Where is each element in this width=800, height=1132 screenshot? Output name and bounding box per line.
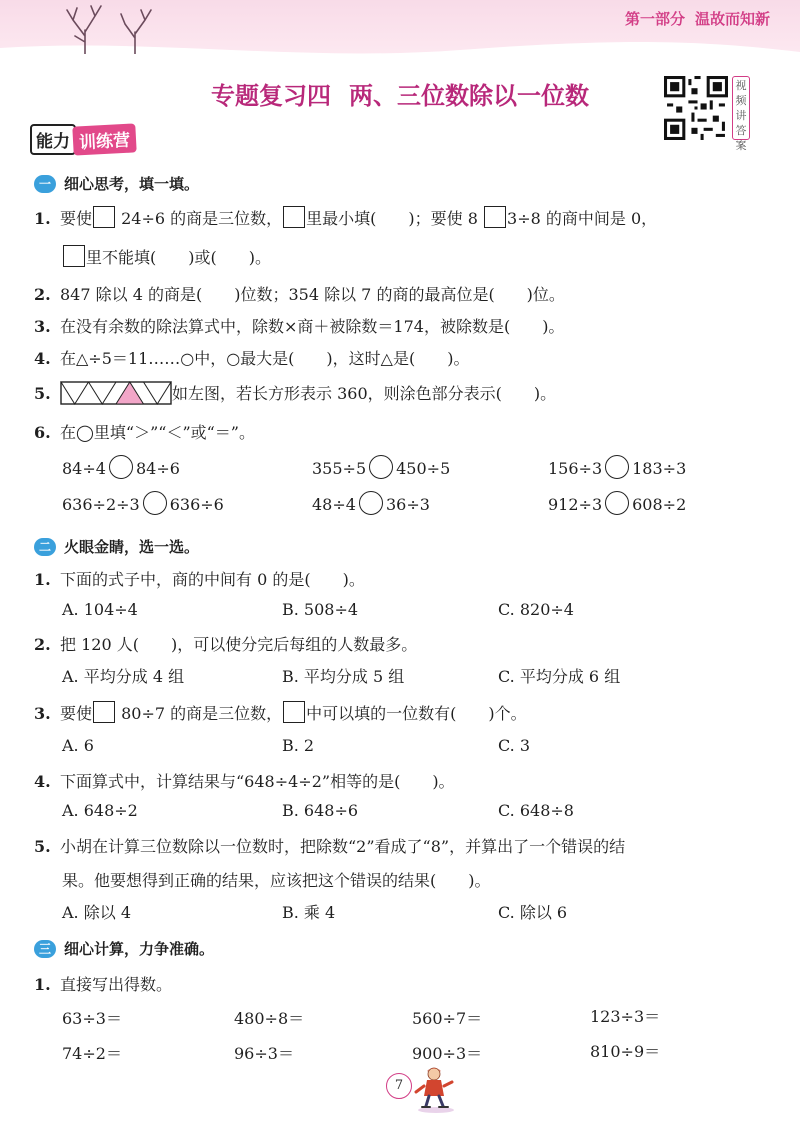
s1-q5-text: 如左图，若长方形表示 360，则涂色部分表示( )。 xyxy=(172,384,557,403)
section2-number: 二 xyxy=(34,538,56,556)
calc-item[interactable]: 96÷3＝ xyxy=(234,1044,294,1063)
winter-tree-icon xyxy=(55,2,165,54)
calc-item[interactable]: 123÷3＝ xyxy=(590,1007,661,1026)
compare-circle[interactable] xyxy=(605,491,629,515)
answer-box[interactable] xyxy=(93,701,115,723)
s1-q1-c: 里最小填( )；要使 8 xyxy=(306,209,478,228)
option-b[interactable]: B. 648÷6 xyxy=(282,801,359,820)
compare-left: 156÷3 xyxy=(548,459,603,478)
s2-q4 xyxy=(34,769,455,792)
section3-number: 三 xyxy=(34,940,56,958)
section1-title: 细心思考，填一填。 xyxy=(64,175,200,193)
answer-box[interactable] xyxy=(484,206,506,228)
s1-q2 xyxy=(34,282,565,305)
badge-right: 训练营 xyxy=(72,123,136,155)
option-c[interactable]: C. 820÷4 xyxy=(498,600,574,619)
compare-right: 36÷3 xyxy=(385,495,430,514)
badge-left: 能力 xyxy=(30,124,76,155)
compare-item xyxy=(548,455,686,479)
s2-q2-text: 把 120 人( )，可以使分完后每组的人数最多。 xyxy=(60,635,418,654)
s1-q3 xyxy=(34,314,564,337)
compare-circle[interactable] xyxy=(605,455,629,479)
option-b[interactable]: B. 乘 4 xyxy=(282,903,336,922)
compare-left: 636÷2÷3 xyxy=(62,495,140,514)
section2-title: 火眼金睛，选一选。 xyxy=(64,538,200,556)
compare-circle[interactable] xyxy=(143,491,167,515)
option-c[interactable]: C. 除以 6 xyxy=(498,903,568,922)
compare-left: 48÷4 xyxy=(312,495,356,514)
section2-heading xyxy=(34,536,199,557)
ability-training-badge xyxy=(30,124,136,154)
option-b[interactable]: B. 平均分成 5 组 xyxy=(282,667,405,686)
s2-q5-number: 5. xyxy=(34,837,51,856)
s3-q1 xyxy=(34,972,172,995)
section1-heading xyxy=(34,173,199,194)
s1-q5-number: 5. xyxy=(34,384,51,403)
s3-q1-text: 直接写出得数。 xyxy=(60,975,173,994)
compare-right: 84÷6 xyxy=(135,459,180,478)
compare-right: 636÷6 xyxy=(169,495,224,514)
compare-item xyxy=(548,491,686,515)
option-b[interactable]: B. 2 xyxy=(282,736,315,755)
title-topic: 两、三位数除以一位数 xyxy=(349,82,589,110)
s1-q3-text: 在没有余数的除法算式中，除数×商＋被除数＝174，被除数是( )。 xyxy=(60,317,565,336)
qr-label: 视频讲答案 xyxy=(732,76,750,140)
page-number: 7 xyxy=(386,1073,412,1099)
s2-q1-text: 下面的式子中，商的中间有 0 的是( )。 xyxy=(60,570,365,589)
answer-box[interactable] xyxy=(63,245,85,267)
compare-circle[interactable] xyxy=(369,455,393,479)
option-a[interactable]: A. 除以 4 xyxy=(62,903,131,922)
compare-item xyxy=(312,491,430,515)
s2-q3-post: 中可以填的一位数有( )个。 xyxy=(306,704,527,723)
s1-q4 xyxy=(34,346,469,369)
s1-q6-number: 6. xyxy=(34,423,51,442)
option-a[interactable]: A. 104÷4 xyxy=(62,600,138,619)
s2-q4-number: 4. xyxy=(34,772,51,791)
answer-box[interactable] xyxy=(283,206,305,228)
qr-code-icon[interactable] xyxy=(664,76,728,140)
s2-q3 xyxy=(34,701,527,724)
option-c[interactable]: C. 648÷8 xyxy=(498,801,574,820)
s1-q6 xyxy=(34,420,255,443)
option-a[interactable]: A. 648÷2 xyxy=(62,801,138,820)
s1-q5 xyxy=(34,381,556,405)
s1-q1-b: 24÷6 的商是三位数， xyxy=(121,209,283,228)
option-a[interactable]: A. 平均分成 4 组 xyxy=(62,667,185,686)
s1-q4-number: 4. xyxy=(34,349,51,368)
s1-q1-line2 xyxy=(62,245,271,268)
compare-item xyxy=(312,455,450,479)
section1-number: 一 xyxy=(34,175,56,193)
compare-left: 912÷3 xyxy=(548,495,603,514)
compare-item xyxy=(62,455,180,479)
answer-box[interactable] xyxy=(93,206,115,228)
section3-title: 细心计算，力争准确。 xyxy=(64,940,215,958)
s1-q6-text: 在◯里填“＞”“＜”或“＝”。 xyxy=(60,423,255,442)
compare-left: 84÷4 xyxy=(62,459,106,478)
section3-heading xyxy=(34,938,214,959)
s1-q1-number: 1. xyxy=(34,209,51,228)
calc-item[interactable]: 560÷7＝ xyxy=(412,1009,483,1028)
calc-item[interactable]: 810÷9＝ xyxy=(590,1042,661,1061)
triangle-strip-figure xyxy=(60,381,172,405)
s1-q1-line1 xyxy=(34,206,657,229)
skating-child-icon xyxy=(410,1064,460,1114)
s2-q2-number: 2. xyxy=(34,635,51,654)
s1-q1-d: 3÷8 的商中间是 0， xyxy=(507,209,658,228)
s2-q3-mid: 80÷7 的商是三位数， xyxy=(121,704,283,723)
header-part: 第一部分 xyxy=(624,10,685,28)
s1-q2-number: 2. xyxy=(34,285,51,304)
compare-right: 450÷5 xyxy=(396,459,451,478)
option-c[interactable]: C. 3 xyxy=(498,736,531,755)
answer-box[interactable] xyxy=(283,701,305,723)
s1-q1-e: 里不能填( )或( )。 xyxy=(86,248,271,267)
calc-item[interactable]: 74÷2＝ xyxy=(62,1044,122,1063)
calc-item[interactable]: 900÷3＝ xyxy=(412,1044,483,1063)
s2-q5-text: 小胡在计算三位数除以一位数时，把除数“2”看成了“8”，并算出了一个错误的结 xyxy=(60,837,626,856)
calc-item[interactable]: 63÷3＝ xyxy=(62,1009,122,1028)
s1-q4-text: 在△÷5＝11……○中，○最大是( )，这时△是( )。 xyxy=(60,349,470,368)
title-main: 专题复习四 xyxy=(211,82,331,110)
compare-left: 355÷5 xyxy=(312,459,367,478)
s2-q1 xyxy=(34,567,365,590)
option-a[interactable]: A. 6 xyxy=(62,736,94,755)
compare-item xyxy=(62,491,224,515)
s1-q1-a: 要使 xyxy=(60,209,93,228)
header-section-label xyxy=(615,8,770,29)
compare-right: 608÷2 xyxy=(632,495,687,514)
compare-circle[interactable] xyxy=(359,491,383,515)
s2-q4-text: 下面算式中，计算结果与“648÷4÷2”相等的是( )。 xyxy=(60,772,455,791)
s2-q2 xyxy=(34,632,417,655)
s1-q3-number: 3. xyxy=(34,317,51,336)
calc-item[interactable]: 480÷8＝ xyxy=(234,1009,305,1028)
compare-circle[interactable] xyxy=(109,455,133,479)
s2-q5-line2: 果。他要想得到正确的结果，应该把这个错误的结果( )。 xyxy=(62,871,491,890)
header-subtitle: 温故而知新 xyxy=(694,10,770,28)
s2-q5 xyxy=(34,834,625,857)
s2-q3-pre: 要使 xyxy=(60,704,93,723)
option-b[interactable]: B. 508÷4 xyxy=(282,600,359,619)
s1-q2-text: 847 除以 4 的商是( )位数；354 除以 7 的商的最高位是( )位。 xyxy=(60,285,565,304)
compare-right: 183÷3 xyxy=(632,459,687,478)
s3-q1-number: 1. xyxy=(34,975,51,994)
s2-q3-number: 3. xyxy=(34,704,51,723)
s2-q1-number: 1. xyxy=(34,570,51,589)
option-c[interactable]: C. 平均分成 6 组 xyxy=(498,667,621,686)
